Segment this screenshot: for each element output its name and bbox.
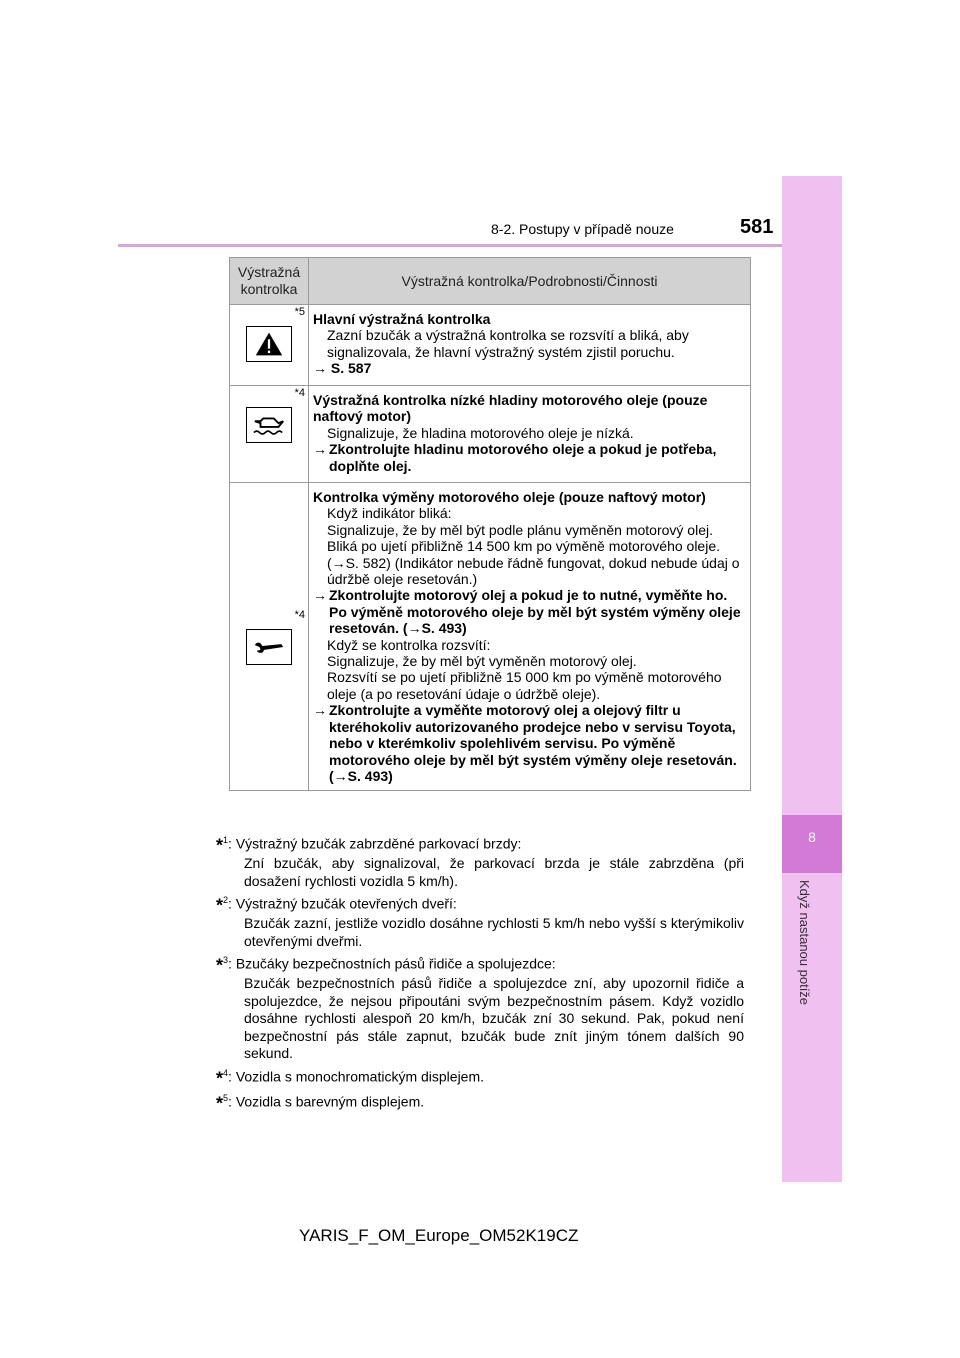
footnote-title: Výstražný bzučák otevřených dveří: (235, 895, 457, 912)
footnote-colon: : (228, 1068, 236, 1085)
column-header-light: Výstražná kontrolka (230, 258, 309, 305)
footnote-title: Bzučáky bezpečnostních pásů řidiče a spolujezdce: (235, 955, 556, 972)
footnote-number: 3 (223, 955, 229, 966)
row-text: Když se kontrolka rozsvítí: (327, 636, 491, 653)
page-number: 581 (740, 216, 774, 238)
header-rule (118, 244, 782, 247)
table-row (230, 305, 751, 386)
arrow-icon: → (313, 441, 327, 458)
icon-cell (230, 305, 309, 386)
footnote-body: Bzučák bezpečnostních pásů řidiče a spolujezdce zní, aby upozornil řidiče a spolujezdce, že nejsou připoutáni svým bezpečnostním pásem. Když vozidlo dosáhne rychlosti alespoň 20 km/h, bzučák zní 30 sekund. Pak, pokud není bezpečnostní pás stále zapnut, bzučák bude znít jiným tónem dalších 90 sekund. (244, 975, 744, 1062)
footnotes (216, 832, 744, 1115)
row-title: Hlavní výstražná kontrolka (313, 311, 491, 327)
row-title: Kontrolka výměny motorového oleje (pouze naftový motor) (313, 489, 706, 505)
section-title: 8-2. Postupy v případě nouze (491, 221, 674, 237)
details-cell (309, 305, 751, 386)
footnote (216, 832, 744, 890)
row-text: Když indikátor bliká: (327, 505, 452, 522)
side-tab-label: Když nastanou potíže (797, 880, 812, 1006)
footnote-mark: *4 (294, 608, 305, 621)
footnote-star: * (216, 955, 224, 976)
row-action: Zkontrolujte hladinu motorového oleje a pokud je potřeba, doplňte olej. (329, 441, 717, 474)
column-header-details: Výstražná kontrolka/Podrobnosti/Činnosti (309, 258, 751, 305)
footnote-colon: : (228, 895, 236, 912)
row-text: Signalizuje, že hladina motorového oleje je nízká. (327, 424, 634, 441)
details-cell (309, 483, 751, 791)
footnote-colon: : (228, 835, 236, 852)
footnote-title: Vozidla s barevným displejem. (235, 1093, 425, 1110)
row-text: Signalizuje, že by měl být vyměněn motorový olej. (327, 653, 637, 670)
footnote-mark: *4 (294, 387, 305, 399)
wrench-icon (246, 629, 292, 665)
footnote-title: Výstražný bzučák zabrzděné parkovací brzdy: (235, 835, 522, 852)
arrow-icon: → (313, 587, 327, 604)
footnote-number: 4 (223, 1067, 229, 1078)
footnote-number: 2 (223, 895, 229, 906)
document-footer: YARIS_F_OM_Europe_OM52K19CZ (299, 1226, 579, 1245)
low-oil-level-icon (246, 407, 292, 443)
page-reference: S. 587 (330, 360, 372, 377)
row-text: Rozsvítí se po ujetí přibližně 15 000 km po výměně motorového oleje (a po resetování údaje o údržbě oleje). (327, 669, 722, 702)
table-row (230, 483, 751, 791)
master-warning-triangle-icon (246, 326, 292, 362)
side-tab-number: 8 (808, 829, 816, 845)
row-text: Bliká po ujetí přibližně 14 500 km po výměně motorového oleje. (→S. 582) (Indikátor nebude řádně fungovat, dokud nebude údaj o údržbě oleje resetován.) (327, 538, 740, 588)
footnote-colon: : (228, 1093, 236, 1110)
footnote-star: * (216, 835, 224, 856)
footnote-star: * (216, 895, 224, 916)
arrow-icon: → (313, 702, 327, 719)
footnote (216, 892, 744, 950)
footnote-title: Vozidla s monochromatickým displejem. (235, 1068, 485, 1085)
footnote-number: 1 (223, 835, 229, 845)
footnote-star: * (216, 1068, 224, 1089)
row-text: Signalizuje, že by měl být podle plánu vyměněn motorový olej. (327, 521, 713, 538)
row-text: Zazní bzučák a výstražná kontrolka se rozsvítí a bliká, aby signalizovala, že hlavní výstražný systém zjistil poruchu. (327, 327, 689, 360)
footnote-colon: : (228, 955, 236, 972)
side-tab-strip (782, 176, 842, 1182)
row-action: Zkontrolujte a vyměňte motorový olej a olejový filtr u kteréhokoliv autorizovaného prodejce nebo v servisu Toyota, nebo v kterémkoliv spolehlivém servisu. Po výměně motorového oleje by měl být systém výměny oleje resetován. (→S. 493) (329, 702, 737, 784)
footnote-star: * (216, 1093, 224, 1114)
icon-cell (230, 386, 309, 483)
footnote-body: Bzučák zazní, jestliže vozidlo dosáhne rychlosti 5 km/h nebo vyšší s kterýmikoliv otevřenými dveřmi. (244, 915, 744, 949)
footnote-number: 5 (223, 1093, 229, 1104)
details-cell (309, 386, 751, 483)
warning-light-table (229, 257, 751, 791)
table-row (230, 386, 751, 483)
footnote (216, 1065, 744, 1088)
icon-cell (230, 483, 309, 791)
footnote-mark: *5 (294, 306, 305, 318)
footnote (216, 1090, 744, 1113)
row-action: Zkontrolujte motorový olej a pokud je to nutné, vyměňte ho. Po výměně motorového oleje by měl být systém výměny oleje resetován. (→S. 493) (329, 587, 741, 637)
arrow-icon: → (313, 360, 327, 377)
row-title: Výstražná kontrolka nízké hladiny motorového oleje (pouze naftový motor) (313, 392, 708, 425)
table-header-row (230, 258, 751, 305)
footnote (216, 952, 744, 1063)
footnote-body: Zní bzučák, aby signalizoval, že parkovací brzda je stále zabrzděna (při dosažení rychlosti vozidla 5 km/h). (244, 855, 744, 889)
